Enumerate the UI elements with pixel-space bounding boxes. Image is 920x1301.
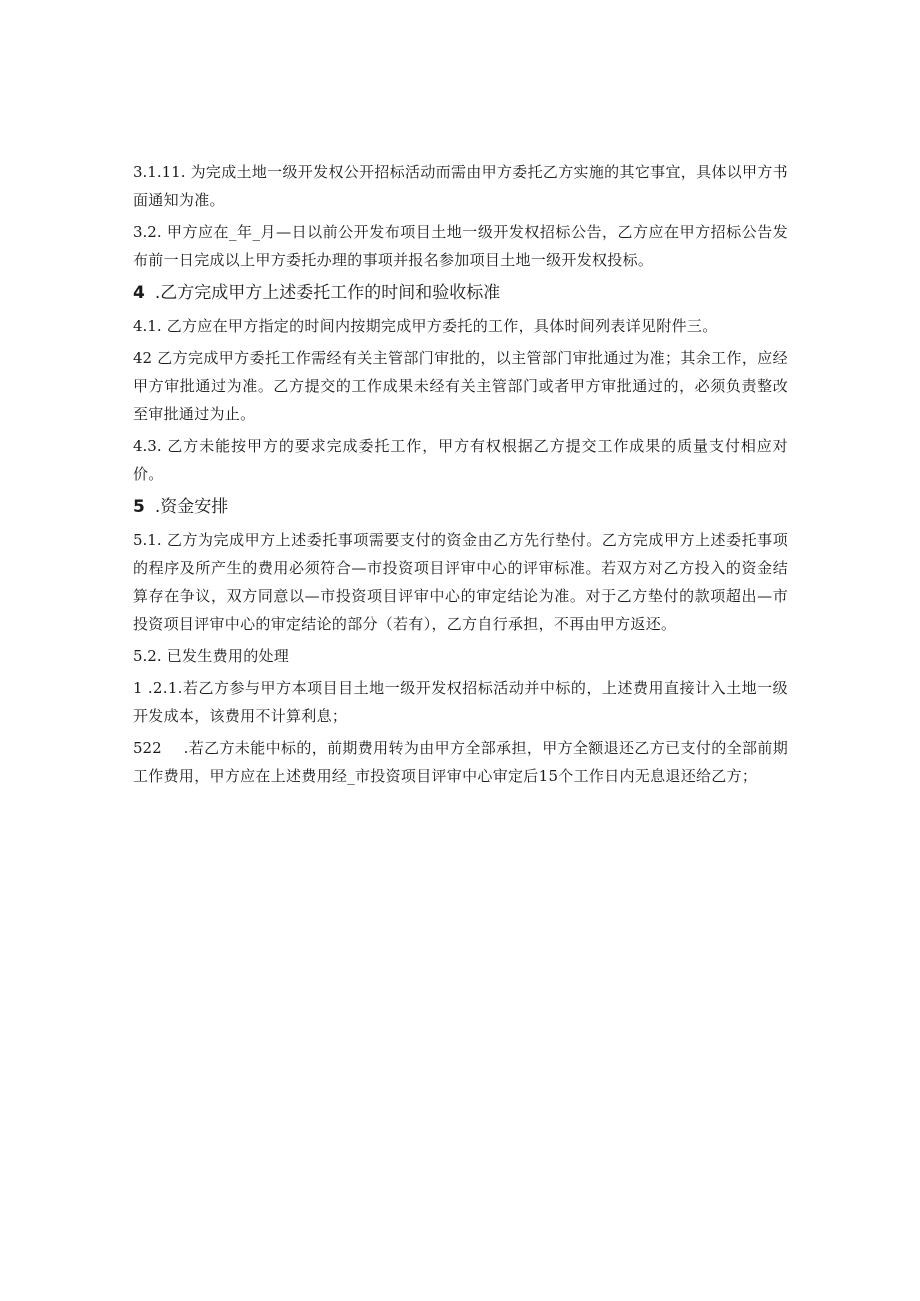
section-title: .资金安排 (154, 497, 229, 517)
clause-number: 42 (133, 349, 153, 367)
section-number: 5 (133, 497, 145, 517)
clause-text: .若乙方未能中标的，前期费用转为由甲方全部承担，甲方全额退还乙方已支付的全部前期工作费用，甲方应在上述费用经_市投资项目评审中心审定后15个工作日内无息退还给乙方； (133, 739, 788, 785)
clause-4-2 (133, 344, 788, 428)
clause-text: 已发生费用的处理 (166, 647, 290, 665)
clause-text: 甲方应在_年_月—日以前公开发布项目土地一级开发权招标公告，乙方应在甲方招标公告发布前一日完成以上甲方委托办理的事项并报名参加项目土地一级开发权投标。 (133, 223, 788, 269)
clause-text: .2.1.若乙方参与甲方本项目目土地一级开发权招标活动并中标的，上述费用直接计入土地一级开发成本，该费用不计算利息； (133, 679, 788, 725)
clause-number: 5.1. (133, 531, 162, 549)
clause-number: 4.1. (133, 317, 162, 335)
clause-text: 乙方为完成甲方上述委托事项需要支付的资金由乙方先行垫付。乙方完成甲方上述委托事项的程序及所产生的费用必须符合—市投资项目评审中心的评审标准。若双方对乙方投入的资金结算存在争议，双方同意以—市投资项目评审中心的审定结论为准。对于乙方垫付的款项超出—市投资项目评审中心的审定结论的部分（若有），乙方自行承担，不再由甲方返还。 (133, 531, 788, 633)
clause-3-2 (133, 218, 788, 274)
clause-5-2-1 (133, 674, 788, 730)
clause-number: 1 (133, 679, 143, 697)
clause-number: 522 (133, 739, 162, 757)
clause-5-2 (133, 642, 788, 670)
clause-3-1-11 (133, 158, 788, 214)
clause-number: 5.2. (133, 647, 162, 665)
clause-5-1 (133, 526, 788, 638)
section-heading-4 (133, 278, 788, 308)
section-heading-5 (133, 492, 788, 522)
clause-5-2-2 (133, 734, 788, 790)
clause-text: 为完成土地一级开发权公开招标活动而需由甲方委托乙方实施的其它事宜，具体以甲方书面通知为准。 (133, 163, 788, 209)
clause-text: 乙方应在甲方指定的时间内按期完成甲方委托的工作，具体时间列表详见附件三。 (166, 317, 718, 335)
clause-text: 乙方完成甲方委托工作需经有关主管部门审批的，以主管部门审批通过为准；其余工作，应经甲方审批通过为准。乙方提交的工作成果未经有关主管部门或者甲方审批通过的，必须负责整改至审批通过为止。 (133, 349, 788, 423)
clause-number: 3.1.11. (133, 163, 186, 181)
clause-4-3 (133, 432, 788, 488)
clause-number: 3.2. (133, 223, 162, 241)
document-page (133, 158, 788, 794)
clause-4-1 (133, 312, 788, 340)
clause-number: 4.3. (133, 437, 162, 455)
clause-text: 乙方未能按甲方的要求完成委托工作，甲方有权根据乙方提交工作成果的质量支付相应对价。 (133, 437, 788, 483)
section-title: .乙方完成甲方上述委托工作的时间和验收标准 (154, 283, 501, 303)
section-number: 4 (133, 283, 145, 303)
